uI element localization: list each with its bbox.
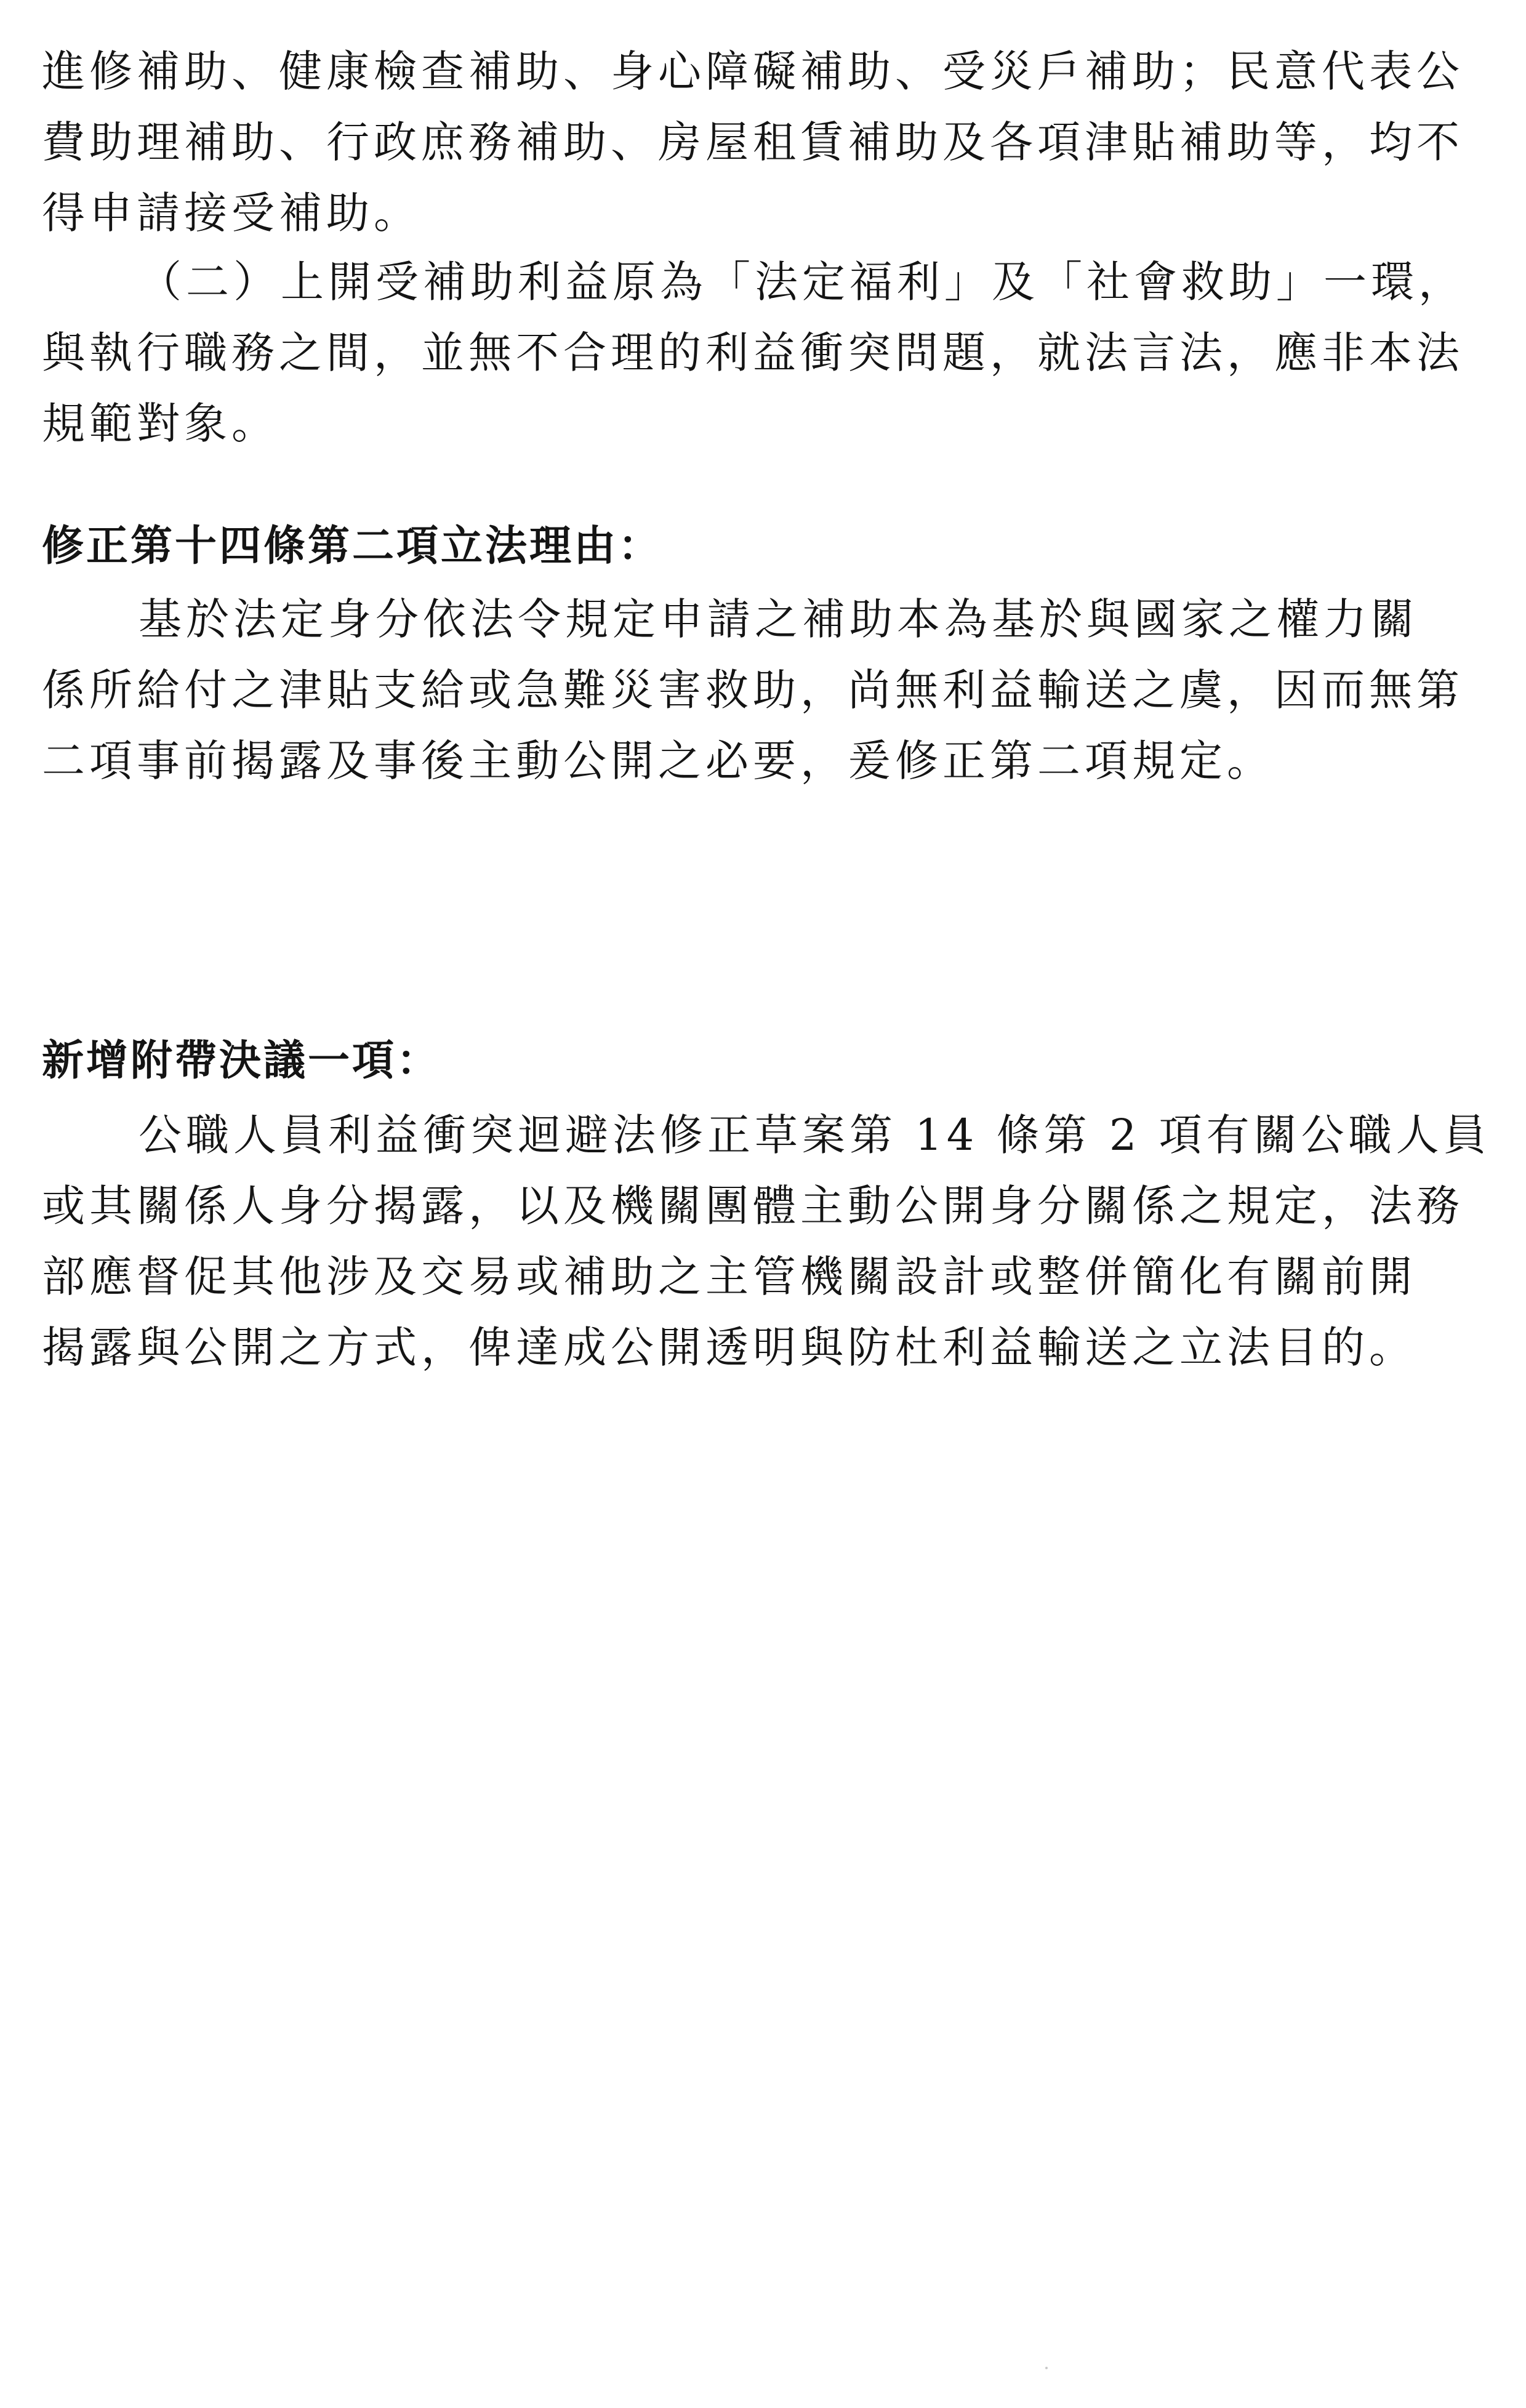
section-1-line-2: 係所給付之津貼支給或急難災害救助，尚無利益輸送之虞，因而無第 xyxy=(42,665,1464,715)
section-2-line-4: 揭露與公開之方式，俾達成公開透明與防杜利益輸送之立法目的。 xyxy=(42,1322,1416,1373)
section-1-line-1: 基於法定身分依法令規定申請之補助本為基於與國家之權力關 xyxy=(139,594,1418,644)
paragraph-2-line-1: （二）上開受補助利益原為「法定福利」及「社會救助」一環， xyxy=(139,257,1466,307)
scan-speck xyxy=(1045,2367,1048,2369)
paragraph-1-line-3: 得申請接受補助。 xyxy=(42,188,421,238)
paragraph-2-line-3: 規範對象。 xyxy=(42,398,279,449)
paragraph-2-line-2: 與執行職務之間，並無不合理的利益衝突問題，就法言法，應非本法 xyxy=(42,327,1464,378)
paragraph-1-line-2: 費助理補助、行政庶務補助、房屋租賃補助及各項津貼補助等，均不 xyxy=(42,117,1464,167)
section-2-line-1: 公職人員利益衝突迴避法修正草案第 14 條第 2 項有關公職人員 xyxy=(139,1110,1491,1160)
section-2-line-3: 部應督促其他涉及交易或補助之主管機關設計或整併簡化有關前開 xyxy=(42,1251,1416,1302)
section-1-heading: 修正第十四條第二項立法理由： xyxy=(42,522,663,571)
paragraph-1-line-1: 進修補助、健康檢查補助、身心障礙補助、受災戶補助；民意代表公 xyxy=(42,46,1464,97)
section-1-line-3: 二項事前揭露及事後主動公開之必要，爰修正第二項規定。 xyxy=(42,736,1274,786)
section-2-heading: 新增附帶決議一項： xyxy=(42,1037,441,1085)
section-2-line-2: 或其關係人身分揭露，以及機關團體主動公開身分關係之規定，法務 xyxy=(42,1181,1464,1231)
